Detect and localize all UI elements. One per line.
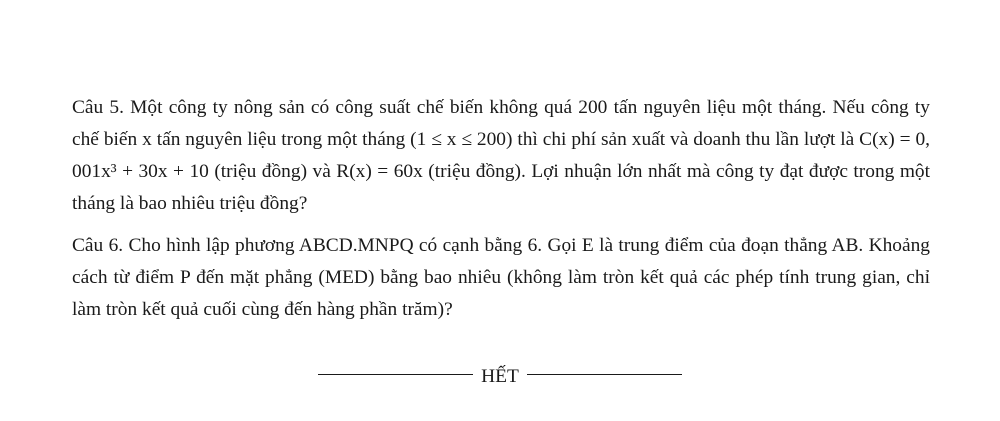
end-rule-left <box>318 374 473 375</box>
question-5: Câu 5. Một công ty nông sản có công suất chế biến không quá 200 tấn nguyên liệu một tháng. Nếu công ty chế biến x tấn nguyên liệu trong một tháng (1 ≤ x ≤ 200) thì chi phí sản xuất và doanh thu lần lượt là C(x) = 0, 001x³ + 30x + 10 (triệu đồng) và R(x) = 60x (triệu đồng). Lợi nhuận lớn nhất mà công ty đạt được trong một tháng là bao nhiêu triệu đồng? <box>72 97 930 214</box>
end-marker <box>0 361 1000 393</box>
end-label: HẾT <box>481 366 519 387</box>
question-6: Câu 6. Cho hình lập phương ABCD.MNPQ có cạnh bằng 6. Gọi E là trung điểm của đoạn thẳng AB. Khoảng cách từ điểm P đến mặt phẳng (MED) bằng bao nhiêu (không làm tròn kết quả các phép tính trung gian, chỉ làm tròn kết quả cuối cùng đến hàng phần trăm)? <box>72 235 930 320</box>
exam-content <box>72 92 930 326</box>
end-rule-right <box>527 374 682 375</box>
